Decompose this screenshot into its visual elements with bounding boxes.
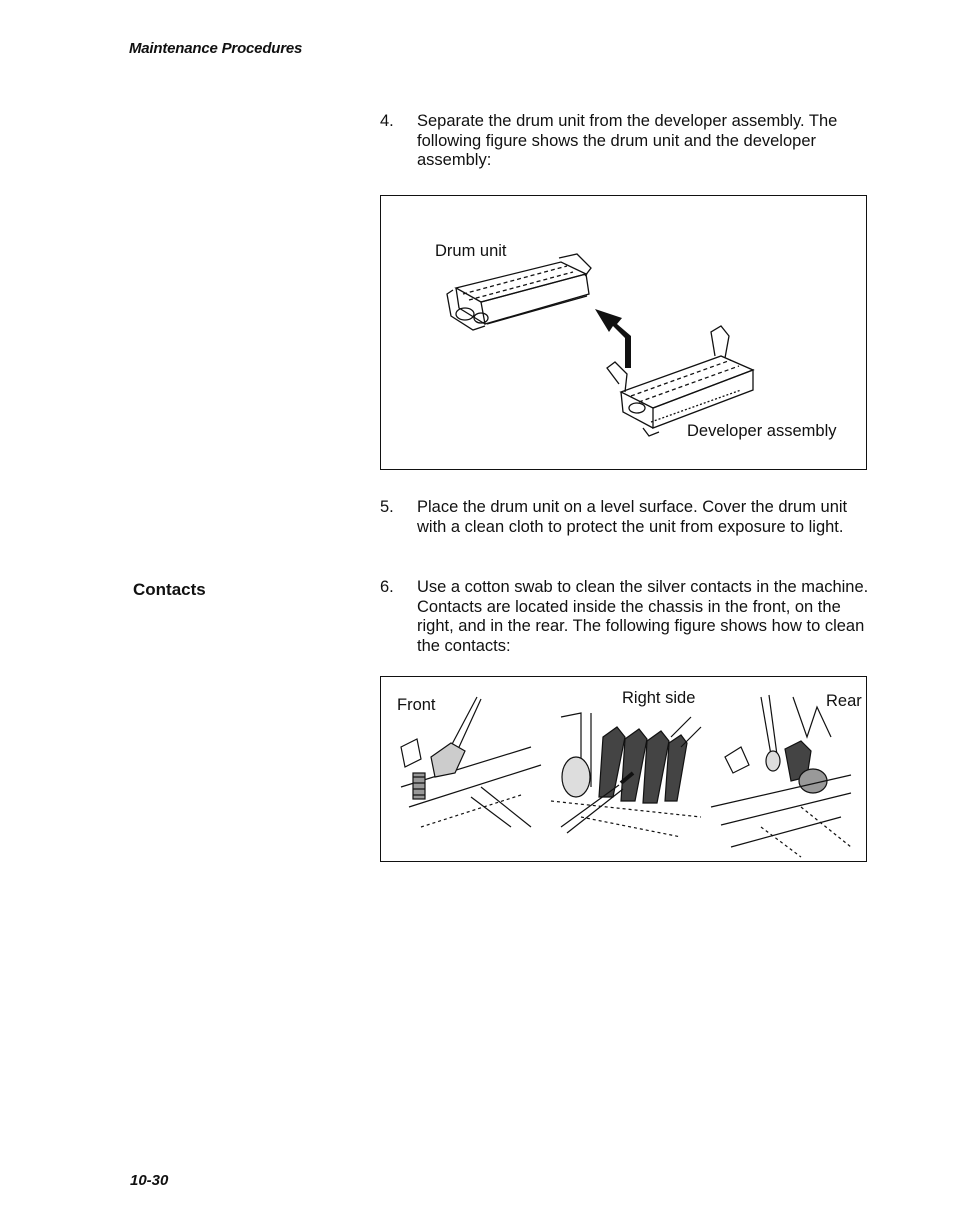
running-head: Maintenance Procedures (129, 40, 303, 57)
drum-unit-label: Drum unit (435, 242, 507, 260)
step-number: 4. (380, 112, 394, 130)
figure-drum-developer (380, 195, 867, 470)
rear-label: Rear (826, 692, 862, 710)
figure-2-illustration (381, 677, 868, 863)
figure-1-illustration (381, 196, 868, 471)
step-text: Use a cotton swab to clean the silver contacts in the machine. Contacts are located inside the chassis in the front, on the right, and in the rear. The following figure shows how to clean the contacts: (417, 578, 869, 655)
figure-contacts (380, 676, 867, 862)
developer-assembly-label: Developer assembly (687, 422, 837, 440)
right-side-contacts-drawing (551, 713, 701, 837)
step-number: 5. (380, 498, 394, 516)
front-label: Front (397, 696, 436, 714)
contacts-heading: Contacts (133, 580, 206, 599)
step-number: 6. (380, 578, 394, 596)
step-text: Place the drum unit on a level surface. Cover the drum unit with a clean cloth to protect the unit from exposure to light. (417, 498, 848, 536)
page-number: 10-30 (130, 1172, 169, 1189)
arrow-drawing (595, 309, 631, 368)
rear-contacts-drawing (711, 695, 851, 857)
right-side-label: Right side (622, 689, 696, 707)
step-text: Separate the drum unit from the developer assembly. The following figure shows the drum unit and the developer assembly: (417, 112, 838, 169)
drum-unit-drawing (447, 254, 591, 330)
front-contacts-drawing (401, 697, 541, 827)
